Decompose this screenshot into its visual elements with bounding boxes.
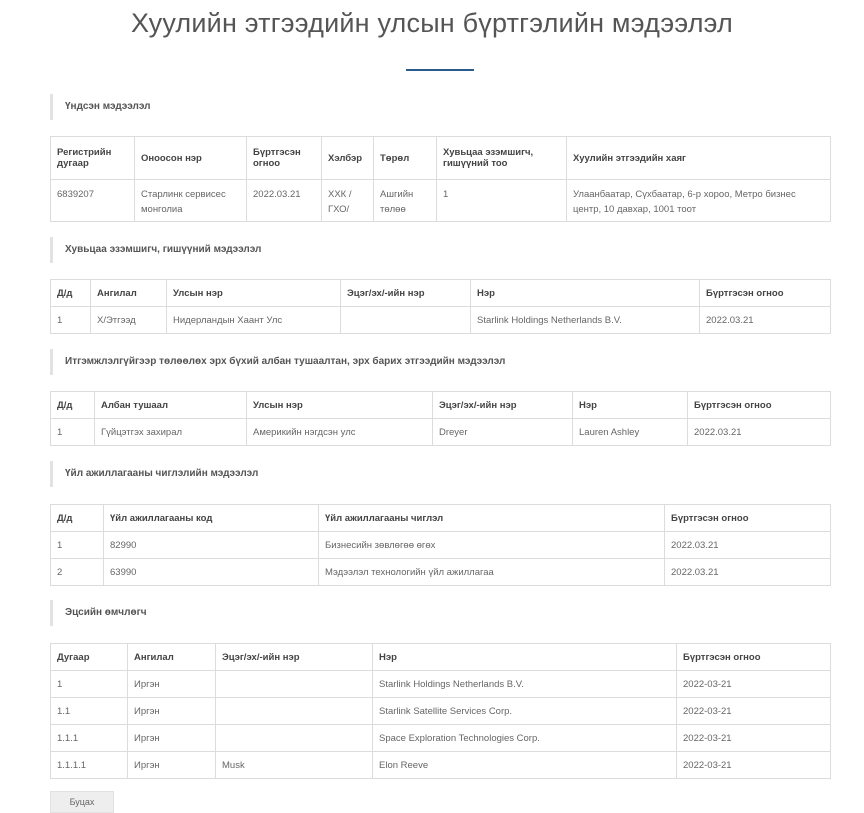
owner-name: Elon Reeve [373,752,677,779]
column-header: Үйл ажиллагааны код [104,505,319,532]
section-heading-owners: Эцсийн өмчлөгч [50,600,147,626]
official-position: Гүйцэтгэх захирал [95,419,247,446]
official-registered-date: 2022.03.21 [688,419,831,446]
table-header-row [51,280,831,307]
company-address: Улаанбаатар, Сүхбаатар, 6-р хороо, Метро бизнес центр, 10 давхар, 1001 тоот [567,180,831,222]
back-button[interactable]: Буцах [50,791,114,813]
company-type: Ашгийн төлөө [374,180,437,222]
member-count: 1 [437,180,567,222]
table-header-row [51,392,831,419]
table-header-row [51,137,831,180]
owner-number: 1.1 [51,698,128,725]
table-row [51,307,831,334]
row-number: 1 [51,532,104,559]
column-header: Төрөл [374,137,437,180]
row-number: 2 [51,559,104,586]
table-row [51,532,831,559]
holder-category: Х/Этгээд [91,307,167,334]
table-row [51,698,831,725]
table-header-row [51,505,831,532]
table-header-row [51,644,831,671]
column-header: Регистрийн дугаар [51,137,135,180]
column-header: Албан тушаал [95,392,247,419]
column-header: Дугаар [51,644,128,671]
owner-registered-date: 2022-03-21 [677,725,831,752]
table-row [51,419,831,446]
column-header: Ангилал [128,644,216,671]
officials-table [50,391,831,446]
activity-code: 63990 [104,559,319,586]
column-header: Үйл ажиллагааны чиглэл [319,505,665,532]
column-header: Эцэг/эх/-ийн нэр [433,392,573,419]
title-underline [406,69,474,71]
owner-number: 1.1.1.1 [51,752,128,779]
shareholders-table [50,279,831,334]
table-row [51,752,831,779]
owner-name: Starlink Satellite Services Corp. [373,698,677,725]
column-header: Бүртгэсэн огноо [677,644,831,671]
owner-category: Иргэн [128,725,216,752]
owner-category: Иргэн [128,698,216,725]
column-header: Хуулийн этгээдийн хаяг [567,137,831,180]
basic-info-table [50,136,831,222]
company-form: ХХК / ГХО/ [322,180,374,222]
activity-description: Мэдээлэл технологийн үйл ажиллагаа [319,559,665,586]
holder-country: Нидерландын Хаант Улс [167,307,341,334]
company-name: Старлинк сервисес монголиа [135,180,247,222]
column-header: Д/д [51,392,95,419]
activity-registered-date: 2022.03.21 [665,559,831,586]
owner-parent-name [216,725,373,752]
column-header: Нэр [573,392,688,419]
owner-name: Space Exploration Technologies Corp. [373,725,677,752]
official-name: Lauren Ashley [573,419,688,446]
owner-parent-name [216,671,373,698]
owner-registered-date: 2022-03-21 [677,671,831,698]
column-header: Хувьцаа эзэмшигч, гишүүний тоо [437,137,567,180]
owner-number: 1 [51,671,128,698]
owner-category: Иргэн [128,752,216,779]
section-heading-shareholders: Хувьцаа эзэмшигч, гишүүний мэдээлэл [50,237,261,263]
registry-number: 6839207 [51,180,135,222]
holder-parent-name [341,307,471,334]
column-header: Бүртгэсэн огноо [247,137,322,180]
page-title: Хуулийн этгээдийн улсын бүртгэлийн мэдээлэл [131,8,733,38]
column-header: Д/д [51,280,91,307]
table-row [51,671,831,698]
column-header: Бүртгэсэн огноо [665,505,831,532]
activity-description: Бизнесийн зөвлөгөө өгөх [319,532,665,559]
column-header: Д/д [51,505,104,532]
column-header: Ангилал [91,280,167,307]
owners-table [50,643,831,779]
section-heading-activities: Үйл ажиллагааны чиглэлийн мэдээлэл [50,461,258,487]
activities-table [50,504,831,586]
column-header: Нэр [373,644,677,671]
owner-name: Starlink Holdings Netherlands B.V. [373,671,677,698]
section-heading-officials: Итгэмжлэлгүйгээр төлөөлөх эрх бүхий албан тушаалтан, эрх барих этгээдийн мэдээлэл [50,349,505,375]
owner-registered-date: 2022-03-21 [677,752,831,779]
owner-registered-date: 2022-03-21 [677,698,831,725]
column-header: Улсын нэр [247,392,433,419]
registered-date: 2022.03.21 [247,180,322,222]
table-row [51,725,831,752]
owner-number: 1.1.1 [51,725,128,752]
owner-parent-name: Musk [216,752,373,779]
column-header: Бүртгэсэн огноо [700,280,831,307]
official-parent-name: Dreyer [433,419,573,446]
column-header: Эцэг/эх/-ийн нэр [216,644,373,671]
row-number: 1 [51,307,91,334]
activity-code: 82990 [104,532,319,559]
owner-category: Иргэн [128,671,216,698]
holder-registered-date: 2022.03.21 [700,307,831,334]
section-heading-basic: Үндсэн мэдээлэл [50,94,151,120]
table-row [51,180,831,222]
table-row [51,559,831,586]
activity-registered-date: 2022.03.21 [665,532,831,559]
column-header: Эцэг/эх/-ийн нэр [341,280,471,307]
holder-name: Starlink Holdings Netherlands B.V. [471,307,700,334]
official-country: Америкийн нэгдсэн улс [247,419,433,446]
column-header: Хэлбэр [322,137,374,180]
column-header: Улсын нэр [167,280,341,307]
owner-parent-name [216,698,373,725]
column-header: Бүртгэсэн огноо [688,392,831,419]
column-header: Оноосон нэр [135,137,247,180]
row-number: 1 [51,419,95,446]
column-header: Нэр [471,280,700,307]
